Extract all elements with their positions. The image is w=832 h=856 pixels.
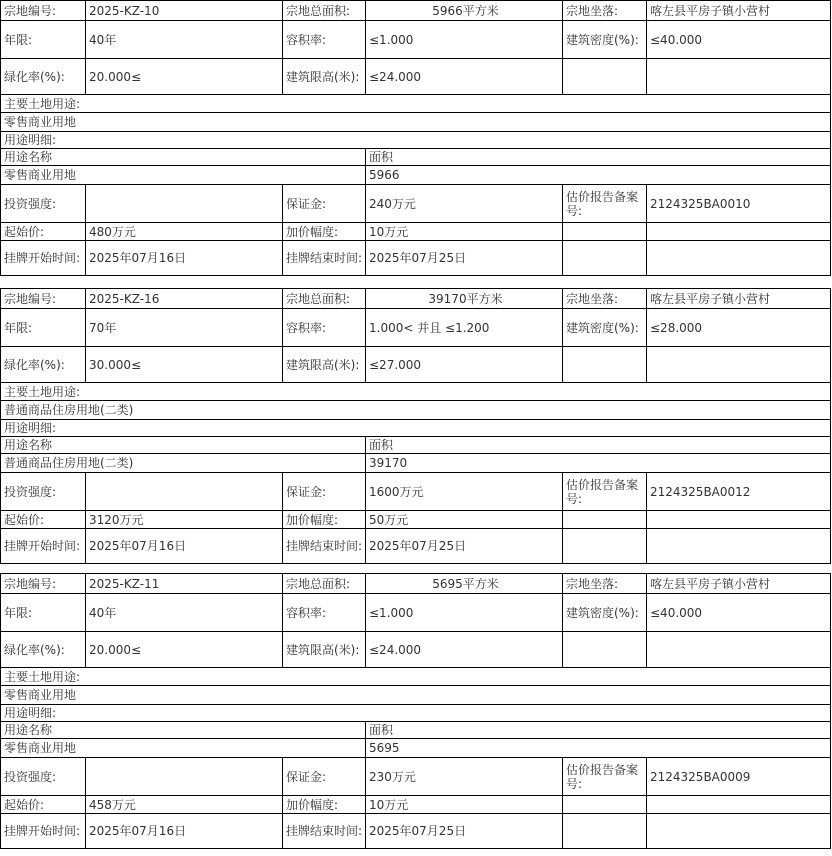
row-main-use-label (1, 668, 831, 686)
header-area: 面积 (366, 149, 831, 166)
value-total-area: 5695平方米 (366, 574, 563, 594)
label-total-area: 宗地总面积: (283, 289, 366, 309)
label-increment: 加价幅度: (283, 796, 366, 814)
label-start-price: 起始价: (1, 511, 86, 529)
label-appraisal: 估价报告备案号: (563, 473, 647, 511)
label-listing-start: 挂牌开始时间: (1, 529, 86, 564)
label-start-price: 起始价: (1, 796, 86, 814)
label-building-density: 建筑密度(%): (563, 594, 647, 632)
empty-cell (563, 511, 647, 529)
value-plot-ratio: ≤1.000 (366, 594, 563, 632)
value-use-area: 5966 (366, 166, 831, 185)
label-main-use: 主要土地用途: (1, 95, 831, 113)
label-appraisal: 估价报告备案号: (563, 185, 647, 223)
label-investment: 投资强度: (1, 758, 86, 796)
label-building-density: 建筑密度(%): (563, 309, 647, 347)
value-investment (86, 758, 283, 796)
row-use-detail-label (1, 132, 831, 149)
empty-cell (647, 632, 831, 668)
value-deposit: 230万元 (366, 758, 563, 796)
value-appraisal: 2124325BA0010 (647, 185, 831, 223)
row-finance (1, 185, 831, 223)
value-investment (86, 185, 283, 223)
value-use-name: 普通商品住房用地(二类) (1, 454, 366, 473)
label-plot-ratio: 容积率: (283, 594, 366, 632)
header-area: 面积 (366, 722, 831, 739)
value-green-ratio: 20.000≤ (86, 632, 283, 668)
row-use-detail-header (1, 437, 831, 454)
parcel-block (0, 573, 830, 849)
value-term: 40年 (86, 21, 283, 59)
row-listing (1, 529, 831, 564)
value-use-area: 39170 (366, 454, 831, 473)
value-listing-end: 2025年07月25日 (366, 814, 563, 849)
label-location: 宗地坐落: (563, 574, 647, 594)
label-start-price: 起始价: (1, 223, 86, 241)
value-investment (86, 473, 283, 511)
empty-cell (563, 632, 647, 668)
label-appraisal: 估价报告备案号: (563, 758, 647, 796)
value-height-limit: ≤24.000 (366, 59, 563, 95)
value-plot-ratio: ≤1.000 (366, 21, 563, 59)
label-listing-end: 挂牌结束时间: (283, 814, 366, 849)
row-use-detail-header (1, 149, 831, 166)
row-finance (1, 758, 831, 796)
value-parcel-no: 2025-KZ-10 (86, 1, 283, 21)
empty-cell (563, 241, 647, 276)
row-use-detail-value (1, 454, 831, 473)
row-use-detail-label (1, 420, 831, 437)
label-location: 宗地坐落: (563, 1, 647, 21)
label-location: 宗地坐落: (563, 289, 647, 309)
value-green-ratio: 30.000≤ (86, 347, 283, 383)
value-term: 70年 (86, 309, 283, 347)
label-listing-end: 挂牌结束时间: (283, 529, 366, 564)
value-increment: 10万元 (366, 796, 563, 814)
row-listing (1, 814, 831, 849)
label-green-ratio: 绿化率(%): (1, 347, 86, 383)
empty-cell (563, 814, 647, 849)
row-price (1, 511, 831, 529)
parcel-table (0, 0, 831, 276)
label-green-ratio: 绿化率(%): (1, 59, 86, 95)
value-listing-start: 2025年07月16日 (86, 814, 283, 849)
value-appraisal: 2124325BA0012 (647, 473, 831, 511)
label-height-limit: 建筑限高(米): (283, 347, 366, 383)
value-start-price: 3120万元 (86, 511, 283, 529)
value-start-price: 458万元 (86, 796, 283, 814)
value-increment: 10万元 (366, 223, 563, 241)
empty-cell (647, 223, 831, 241)
label-increment: 加价幅度: (283, 511, 366, 529)
value-main-use: 普通商品住房用地(二类) (1, 401, 831, 420)
empty-cell (647, 347, 831, 383)
parcel-table (0, 288, 831, 564)
value-plot-ratio: 1.000< 并且 ≤1.200 (366, 309, 563, 347)
value-use-area: 5695 (366, 739, 831, 758)
label-total-area: 宗地总面积: (283, 574, 366, 594)
row-term (1, 21, 831, 59)
value-appraisal: 2124325BA0009 (647, 758, 831, 796)
label-increment: 加价幅度: (283, 223, 366, 241)
value-location: 喀左县平房子镇小营村 (647, 1, 831, 21)
value-use-name: 零售商业用地 (1, 166, 366, 185)
value-building-density: ≤28.000 (647, 309, 831, 347)
label-term: 年限: (1, 21, 86, 59)
label-parcel-no: 宗地编号: (1, 574, 86, 594)
empty-cell (647, 59, 831, 95)
empty-cell (647, 511, 831, 529)
label-term: 年限: (1, 309, 86, 347)
label-building-density: 建筑密度(%): (563, 21, 647, 59)
value-start-price: 480万元 (86, 223, 283, 241)
row-green (1, 347, 831, 383)
label-parcel-no: 宗地编号: (1, 1, 86, 21)
empty-cell (647, 241, 831, 276)
row-use-detail-value (1, 739, 831, 758)
label-use-detail: 用途明细: (1, 705, 831, 722)
empty-cell (647, 796, 831, 814)
label-parcel-no: 宗地编号: (1, 289, 86, 309)
row-term (1, 594, 831, 632)
value-building-density: ≤40.000 (647, 594, 831, 632)
label-investment: 投资强度: (1, 473, 86, 511)
parcel-block (0, 288, 830, 564)
row-price (1, 223, 831, 241)
parcel-table (0, 573, 831, 849)
header-use-name: 用途名称 (1, 437, 366, 454)
row-green (1, 632, 831, 668)
value-main-use: 零售商业用地 (1, 113, 831, 132)
label-term: 年限: (1, 594, 86, 632)
empty-cell (563, 223, 647, 241)
value-main-use: 零售商业用地 (1, 686, 831, 705)
value-height-limit: ≤27.000 (366, 347, 563, 383)
row-green (1, 59, 831, 95)
label-deposit: 保证金: (283, 473, 366, 511)
value-building-density: ≤40.000 (647, 21, 831, 59)
value-total-area: 39170平方米 (366, 289, 563, 309)
label-plot-ratio: 容积率: (283, 309, 366, 347)
label-listing-start: 挂牌开始时间: (1, 814, 86, 849)
value-listing-start: 2025年07月16日 (86, 241, 283, 276)
value-listing-start: 2025年07月16日 (86, 529, 283, 564)
value-green-ratio: 20.000≤ (86, 59, 283, 95)
header-use-name: 用途名称 (1, 722, 366, 739)
row-main-use-value (1, 113, 831, 132)
label-green-ratio: 绿化率(%): (1, 632, 86, 668)
value-height-limit: ≤24.000 (366, 632, 563, 668)
label-height-limit: 建筑限高(米): (283, 632, 366, 668)
empty-cell (563, 59, 647, 95)
value-parcel-no: 2025-KZ-16 (86, 289, 283, 309)
value-location: 喀左县平房子镇小营村 (647, 574, 831, 594)
empty-cell (563, 796, 647, 814)
label-main-use: 主要土地用途: (1, 383, 831, 401)
label-plot-ratio: 容积率: (283, 21, 366, 59)
value-increment: 50万元 (366, 511, 563, 529)
row-basic (1, 289, 831, 309)
label-investment: 投资强度: (1, 185, 86, 223)
value-term: 40年 (86, 594, 283, 632)
label-use-detail: 用途明细: (1, 420, 831, 437)
value-listing-end: 2025年07月25日 (366, 241, 563, 276)
row-use-detail-header (1, 722, 831, 739)
row-listing (1, 241, 831, 276)
value-total-area: 5966平方米 (366, 1, 563, 21)
label-deposit: 保证金: (283, 758, 366, 796)
value-use-name: 零售商业用地 (1, 739, 366, 758)
value-listing-end: 2025年07月25日 (366, 529, 563, 564)
row-term (1, 309, 831, 347)
label-deposit: 保证金: (283, 185, 366, 223)
row-use-detail-label (1, 705, 831, 722)
row-main-use-value (1, 401, 831, 420)
label-use-detail: 用途明细: (1, 132, 831, 149)
value-deposit: 1600万元 (366, 473, 563, 511)
row-use-detail-value (1, 166, 831, 185)
label-listing-start: 挂牌开始时间: (1, 241, 86, 276)
row-main-use-label (1, 383, 831, 401)
row-finance (1, 473, 831, 511)
value-parcel-no: 2025-KZ-11 (86, 574, 283, 594)
row-basic (1, 574, 831, 594)
value-deposit: 240万元 (366, 185, 563, 223)
header-area: 面积 (366, 437, 831, 454)
label-listing-end: 挂牌结束时间: (283, 241, 366, 276)
row-main-use-value (1, 686, 831, 705)
parcel-block (0, 0, 830, 276)
label-height-limit: 建筑限高(米): (283, 59, 366, 95)
label-total-area: 宗地总面积: (283, 1, 366, 21)
empty-cell (563, 529, 647, 564)
empty-cell (647, 529, 831, 564)
empty-cell (647, 814, 831, 849)
header-use-name: 用途名称 (1, 149, 366, 166)
empty-cell (563, 347, 647, 383)
value-location: 喀左县平房子镇小营村 (647, 289, 831, 309)
row-price (1, 796, 831, 814)
row-main-use-label (1, 95, 831, 113)
label-main-use: 主要土地用途: (1, 668, 831, 686)
row-basic (1, 1, 831, 21)
